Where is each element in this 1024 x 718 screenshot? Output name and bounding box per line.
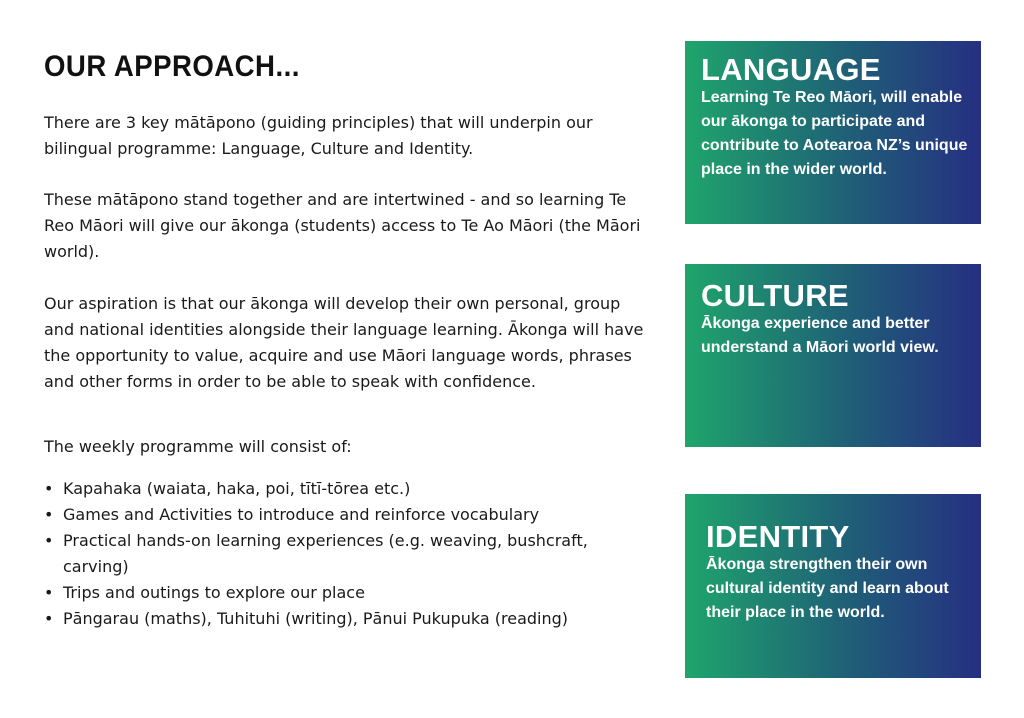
list-item-text: Kapahaka (waiata, haka, poi, tītī-tōrea etc.) — [63, 479, 411, 498]
bullet-icon: • — [44, 505, 54, 524]
identity-card-text: Ākonga strengthen their own cultural identity and learn about their place in the world. — [706, 556, 949, 621]
aspiration-paragraph: Our aspiration is that our ākonga will develop their own personal, group and national identities alongside their language learning. Ākonga will have the opportunity to value, acquire and use Māori language words, phrases and other forms in order to be able to speak with confidence. — [44, 294, 644, 391]
bullet-icon: • — [44, 531, 54, 550]
culture-card-text: Ākonga experience and better understand a Māori world view. — [701, 315, 939, 356]
list-item — [44, 502, 644, 528]
list-item-text: Pāngarau (maths), Tuhituhi (writing), Pānui Pukupuka (reading) — [63, 609, 569, 628]
bullet-icon: • — [44, 609, 54, 628]
list-item — [44, 476, 644, 502]
language-card-title: LANGUAGE — [701, 52, 881, 87]
intro-paragraph: There are 3 key mātāpono (guiding principles) that will underpin our bilingual programme: Language, Culture and Identity. — [44, 113, 593, 158]
list-item — [44, 580, 644, 606]
list-item — [44, 606, 644, 632]
list-item-text: Trips and outings to explore our place — [63, 583, 365, 602]
intertwined-paragraph: These mātāpono stand together and are intertwined - and so learning Te Reo Māori will give our ākonga (students) access to Te Ao Māori (the Māori world). — [44, 190, 641, 261]
list-item — [44, 528, 644, 580]
bullet-icon: • — [44, 583, 54, 602]
identity-card — [685, 494, 981, 678]
programme-list — [44, 476, 644, 632]
list-item-text: Practical hands-on learning experiences (e.g. weaving, bushcraft, carving) — [63, 531, 588, 576]
culture-card — [685, 264, 981, 447]
list-item-text: Games and Activities to introduce and reinforce vocabulary — [63, 505, 540, 524]
language-card — [685, 41, 981, 224]
language-card-text: Learning Te Reo Māori, will enable our ākonga to participate and contribute to Aotearoa NZ’s unique place in the wider world. — [701, 89, 968, 178]
culture-card-title: CULTURE — [701, 278, 849, 313]
identity-card-title: IDENTITY — [706, 519, 850, 554]
page-title: OUR APPROACH... — [44, 50, 300, 83]
weekly-programme-intro: The weekly programme will consist of: — [44, 437, 352, 456]
bullet-icon: • — [44, 479, 54, 498]
